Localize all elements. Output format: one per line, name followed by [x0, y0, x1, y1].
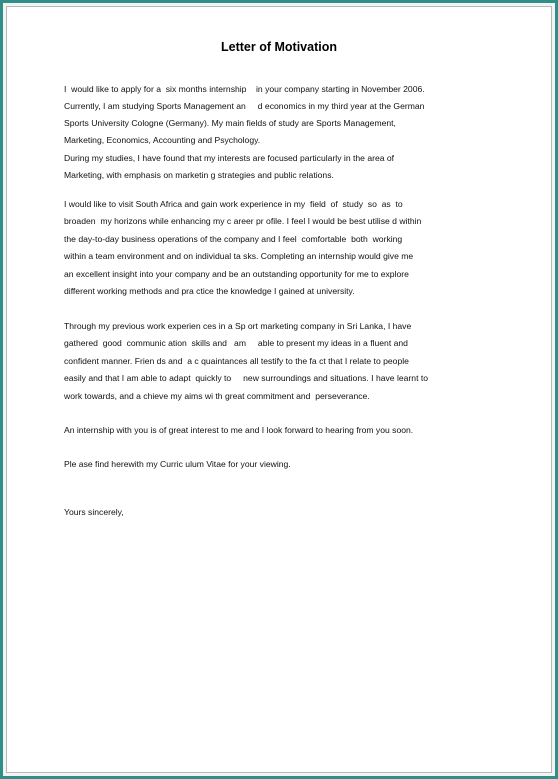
paragraph-1-line-4: Marketing, Economics, Accounting and Psychology.: [64, 135, 261, 145]
paragraph-1-line-2: Currently, I am studying Sports Management an d economics in my third year at the German: [64, 101, 425, 111]
paragraph-3-line-4: easily and that I am able to adapt quickly to new surroundings and situations. I have learnt to: [64, 373, 429, 383]
paragraph-2-line-1: I would like to visit South Africa and gain work experience in my field of study so as to: [64, 199, 403, 209]
paragraph-1-line-1: I would like to apply for a six months internship in your company starting in November 2006.: [64, 84, 425, 94]
paragraph-2-line-2: broaden my horizons while enhancing my c areer pr ofile. I feel I would be best utilise d within: [64, 216, 422, 226]
closing-salutation: Yours sincerely,: [64, 507, 124, 517]
paragraph-3-line-2: gathered good communic ation skills and am able to present my ideas in a fluent and: [64, 338, 408, 348]
paragraph-1-line-6: Marketing, with emphasis on marketin g strategies and public relations.: [64, 170, 334, 180]
paragraph-3-line-5: work towards, and a chieve my aims wi th great commitment and perseverance.: [64, 391, 370, 401]
paragraph-2-line-3: the day-to-day business operations of the company and I feel comfortable both working: [64, 234, 403, 244]
paragraph-1-line-5: During my studies, I have found that my interests are focused particularly in the area of: [64, 153, 395, 163]
paragraph-3-line-3: confident manner. Frien ds and a c quaintances all testify to the fa ct that I relate to people: [64, 356, 409, 366]
paragraph-2-line-4: within a team environment and on individual ta sks. Completing an internship would give me: [64, 251, 414, 261]
paragraph-3-line-1: Through my previous work experien ces in a Sp ort marketing company in Sri Lanka, I have: [64, 321, 412, 331]
paragraph-2-line-5: an excellent insight into your company and be an outstanding opportunity for me to explore: [64, 269, 409, 279]
letter-title: Letter of Motivation: [221, 40, 337, 54]
paragraph-5-line-1: Ple ase find herewith my Curric ulum Vitae for your viewing.: [64, 459, 291, 469]
paragraph-4-line-1: An internship with you is of great interest to me and I look forward to hearing from you soon.: [64, 425, 414, 435]
paragraph-1-line-3: Sports University Cologne (Germany). My main fields of study are Sports Management,: [64, 118, 396, 128]
paragraph-2-line-6: different working methods and pra ctice the knowledge I gained at university.: [64, 286, 355, 296]
